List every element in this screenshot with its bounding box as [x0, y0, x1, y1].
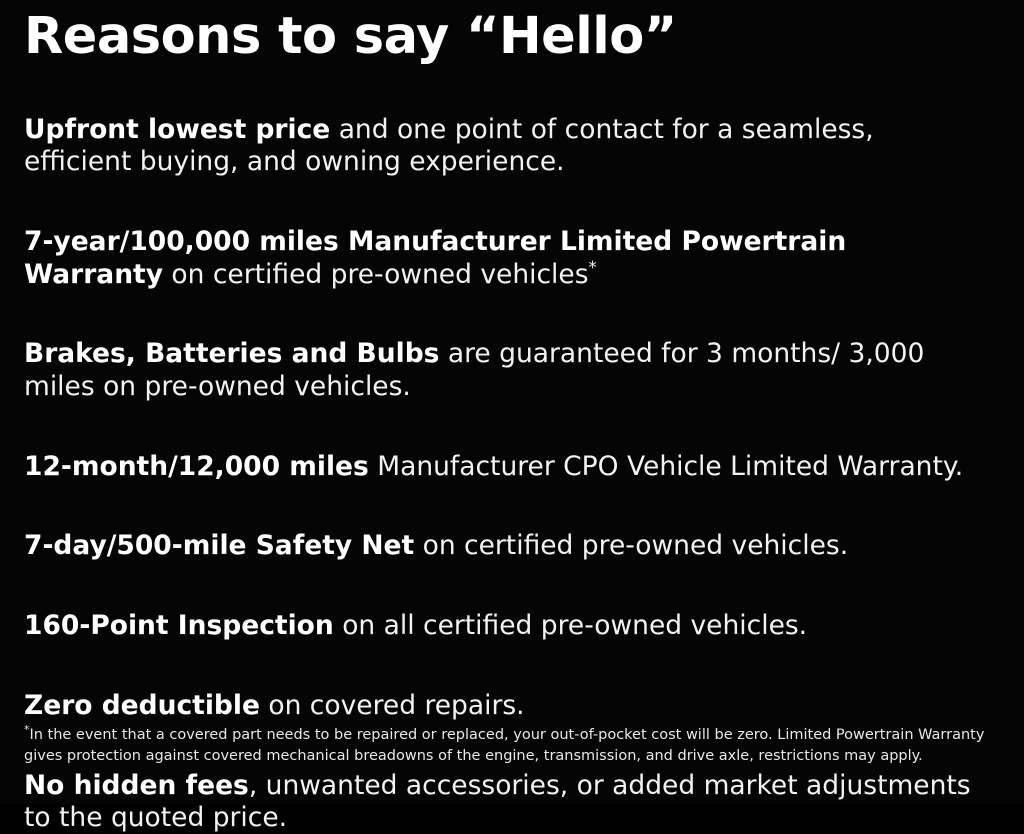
bullet-body-4: on certified pre-owned vehicles. [414, 530, 849, 562]
list-item [24, 226, 984, 291]
list-item [24, 451, 984, 483]
list-item [24, 690, 984, 722]
bullet-body-6: on covered repairs. [259, 690, 525, 721]
bullet-lead-3: 12-month/12,000 miles [24, 450, 369, 482]
bullet-body-3: Manufacturer CPO Vehicle Limited Warranty. [368, 450, 964, 482]
bullet-lead-4: 7-day/500-mile Safety Net [24, 530, 415, 562]
bullet-lead-0: Upfront lowest price [24, 114, 331, 146]
bullet-body-2: are guaranteed for 3 months/ 3,000 miles on pre-owned vehicles. [24, 338, 925, 402]
bullet-lead-1: 7-year/100,000 miles Manufacturer Limited Powertrain Warranty [24, 226, 847, 290]
footnote-text: In the event that a covered part needs to be repaired or replaced, your out-of-pocket cost will be zero. Limited Powertrain Warranty gives protection against covered mechanical breadowns of the engine, transmission, and drive axle, restrictions may apply. [24, 727, 985, 765]
page-title: Reasons to say “Hello” [24, 7, 677, 66]
bullet-lead-2: Brakes, Batteries and Bulbs [24, 338, 440, 370]
list-item [24, 114, 984, 179]
list-item [24, 338, 984, 403]
bullet-body-7: , unwanted accessories, or added market adjustments to the quoted price. [24, 769, 971, 834]
footnote-marker-icon: * [588, 257, 597, 277]
bullet-body-1: on certified pre-owned vehicles [163, 258, 589, 290]
list-item [24, 530, 984, 562]
bullet-lead-5: 160-Point Inspection [24, 610, 334, 642]
bullet-list [24, 88, 1000, 834]
bullet-lead-6: Zero deductible [24, 690, 260, 721]
bullet-body-5: on all certified pre-owned vehicles. [333, 610, 808, 642]
list-item [24, 770, 984, 834]
bullet-lead-7: No hidden fees [24, 769, 249, 801]
footnote [24, 725, 1000, 767]
bullet-body-0: and one point of contact for a seamless, efficient buying, and owning experience. [24, 114, 874, 178]
list-item [24, 610, 984, 642]
footnote-star-icon: * [24, 723, 30, 737]
